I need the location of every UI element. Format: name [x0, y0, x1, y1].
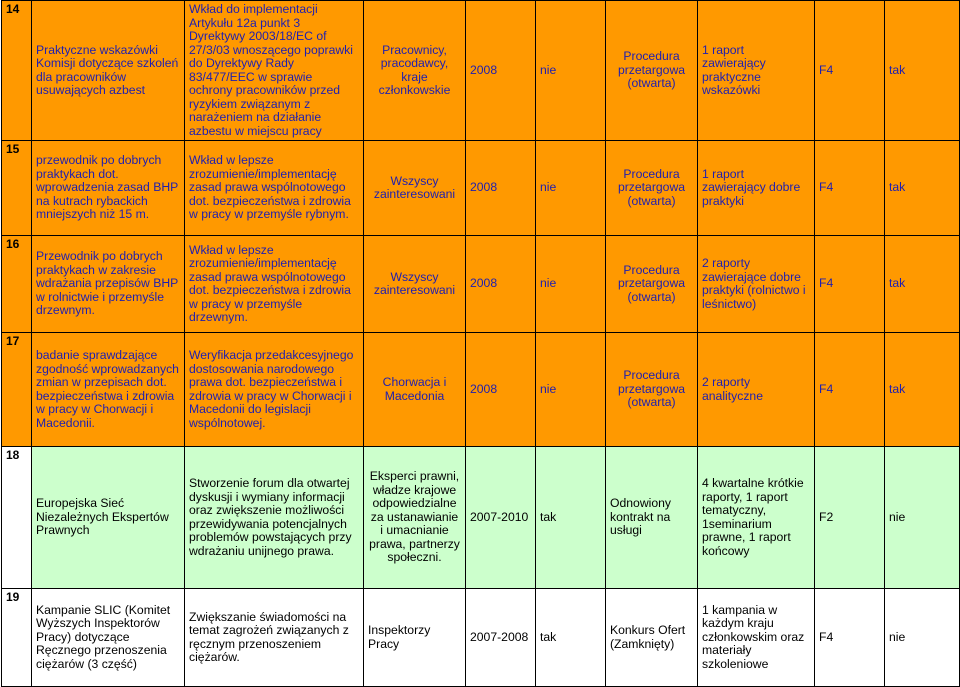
- status-cell: tak: [885, 1, 960, 141]
- output-cell: 4 kwartalne krótkie raporty, 1 raport tematyczny, 1seminarium prawne, 1 raport końcowy: [698, 447, 815, 589]
- fund-cell: F4: [815, 1, 885, 141]
- row-number: 17: [2, 333, 32, 447]
- target-cell: Wszyscy zainteresowani: [364, 141, 466, 236]
- flag-cell: nie: [536, 333, 606, 447]
- output-cell: 2 raporty analityczne: [698, 333, 815, 447]
- fund-cell: F4: [815, 236, 885, 333]
- output-cell: 1 kampania w każdym kraju członkowskim oraz materiały szkoleniowe: [698, 589, 815, 687]
- row-number: 18: [2, 447, 32, 589]
- purpose-cell: Weryfikacja przedakcesyjnego dostosowania narodowego prawa dot. bezpieczeństwa i zdrowia w pracy w Chorwacji i Macedonii do legislacji wspólnotowej.: [185, 333, 364, 447]
- row-number: 15: [2, 141, 32, 236]
- flag-cell: nie: [536, 236, 606, 333]
- year-cell: 2008: [466, 1, 536, 141]
- actions-table: [1, 0, 960, 687]
- flag-cell: tak: [536, 447, 606, 589]
- output-cell: 1 raport zawierający dobre praktyki: [698, 141, 815, 236]
- output-cell: 1 raport zawierający praktyczne wskazówki: [698, 1, 815, 141]
- purpose-cell: Wkład w lepsze zrozumienie/implementację zasad prawa wspólnotowego dot. bezpieczeństwa i zdrowia w pracy w przemyśle rybnym.: [185, 141, 364, 236]
- status-cell: tak: [885, 141, 960, 236]
- table-row: [2, 589, 960, 687]
- target-cell: Inspektorzy Pracy: [364, 589, 466, 687]
- flag-cell: tak: [536, 589, 606, 687]
- procedure-cell: Konkurs Ofert (Zamknięty): [606, 589, 698, 687]
- target-cell: Wszyscy zainteresowani: [364, 236, 466, 333]
- year-cell: 2008: [466, 141, 536, 236]
- fund-cell: F4: [815, 141, 885, 236]
- fund-cell: F4: [815, 589, 885, 687]
- flag-cell: nie: [536, 141, 606, 236]
- status-cell: nie: [885, 447, 960, 589]
- table-row: [2, 141, 960, 236]
- year-cell: 2007-2008: [466, 589, 536, 687]
- table-row: [2, 447, 960, 589]
- purpose-cell: Zwiększanie świadomości na temat zagrożeń związanych z ręcznym przenoszeniem ciężarów.: [185, 589, 364, 687]
- purpose-cell: Stworzenie forum dla otwartej dyskusji i wymiany informacji oraz zwiększenie możliwości przewidywania potencjalnych problemów powstających przy wdrażaniu unijnego prawa.: [185, 447, 364, 589]
- procedure-cell: Odnowiony kontrakt na usługi: [606, 447, 698, 589]
- procedure-cell: Procedura przetargowa (otwarta): [606, 141, 698, 236]
- procedure-cell: Procedura przetargowa (otwarta): [606, 1, 698, 141]
- topic-cell: Przewodnik po dobrych praktykach w zakresie wdrażania przepisów BHP w rolnictwie i przemyśle drzewnym.: [32, 236, 185, 333]
- topic-cell: Praktyczne wskazówki Komisji dotyczące szkoleń dla pracowników usuwających azbest: [32, 1, 185, 141]
- table-row: [2, 333, 960, 447]
- status-cell: tak: [885, 333, 960, 447]
- purpose-cell: Wkład w lepsze zrozumienie/implementację zasad prawa wspólnotowego dot. bezpieczeństwa i zdrowia w pracy w przemyśle drzewnym.: [185, 236, 364, 333]
- procedure-cell: Procedura przetargowa (otwarta): [606, 236, 698, 333]
- target-cell: Eksperci prawni, władze krajowe odpowiedzialne za ustanawianie i umacnianie prawa, partnerzy społeczni.: [364, 447, 466, 589]
- row-number: 14: [2, 1, 32, 141]
- row-number: 16: [2, 236, 32, 333]
- output-cell: 2 raporty zawierające dobre praktyki (rolnictwo i leśnictwo): [698, 236, 815, 333]
- fund-cell: F4: [815, 333, 885, 447]
- topic-cell: Kampanie SLIC (Komitet Wyższych Inspektorów Pracy) dotyczące Ręcznego przenoszenia ciężarów (3 część): [32, 589, 185, 687]
- row-number: 19: [2, 589, 32, 687]
- procedure-cell: Procedura przetargowa (otwarta): [606, 333, 698, 447]
- topic-cell: Europejska Sieć Niezależnych Ekspertów Prawnych: [32, 447, 185, 589]
- year-cell: 2008: [466, 333, 536, 447]
- topic-cell: przewodnik po dobrych praktykach dot. wprowadzenia zasad BHP na kutrach rybackich mniejszych niż 15 m.: [32, 141, 185, 236]
- status-cell: tak: [885, 236, 960, 333]
- status-cell: nie: [885, 589, 960, 687]
- table-row: [2, 236, 960, 333]
- topic-cell: badanie sprawdzające zgodność wprowadzanych zmian w przepisach dot. bezpieczeństwa i zdrowia w pracy w Chorwacji i Macedonii.: [32, 333, 185, 447]
- year-cell: 2007-2010: [466, 447, 536, 589]
- target-cell: Pracownicy, pracodawcy, kraje członkowskie: [364, 1, 466, 141]
- fund-cell: F2: [815, 447, 885, 589]
- year-cell: 2008: [466, 236, 536, 333]
- flag-cell: nie: [536, 1, 606, 141]
- purpose-cell: Wkład do implementacji Artykułu 12a punkt 3 Dyrektywy 2003/18/EC of 27/3/03 wnoszącego poprawki do Dyrektywy Rady 83/477/EEC w sprawie ochrony pracowników przed ryzykiem związanym z narażeniem na działanie azbestu w miejscu pracy: [185, 1, 364, 141]
- table-row: [2, 1, 960, 141]
- target-cell: Chorwacja i Macedonia: [364, 333, 466, 447]
